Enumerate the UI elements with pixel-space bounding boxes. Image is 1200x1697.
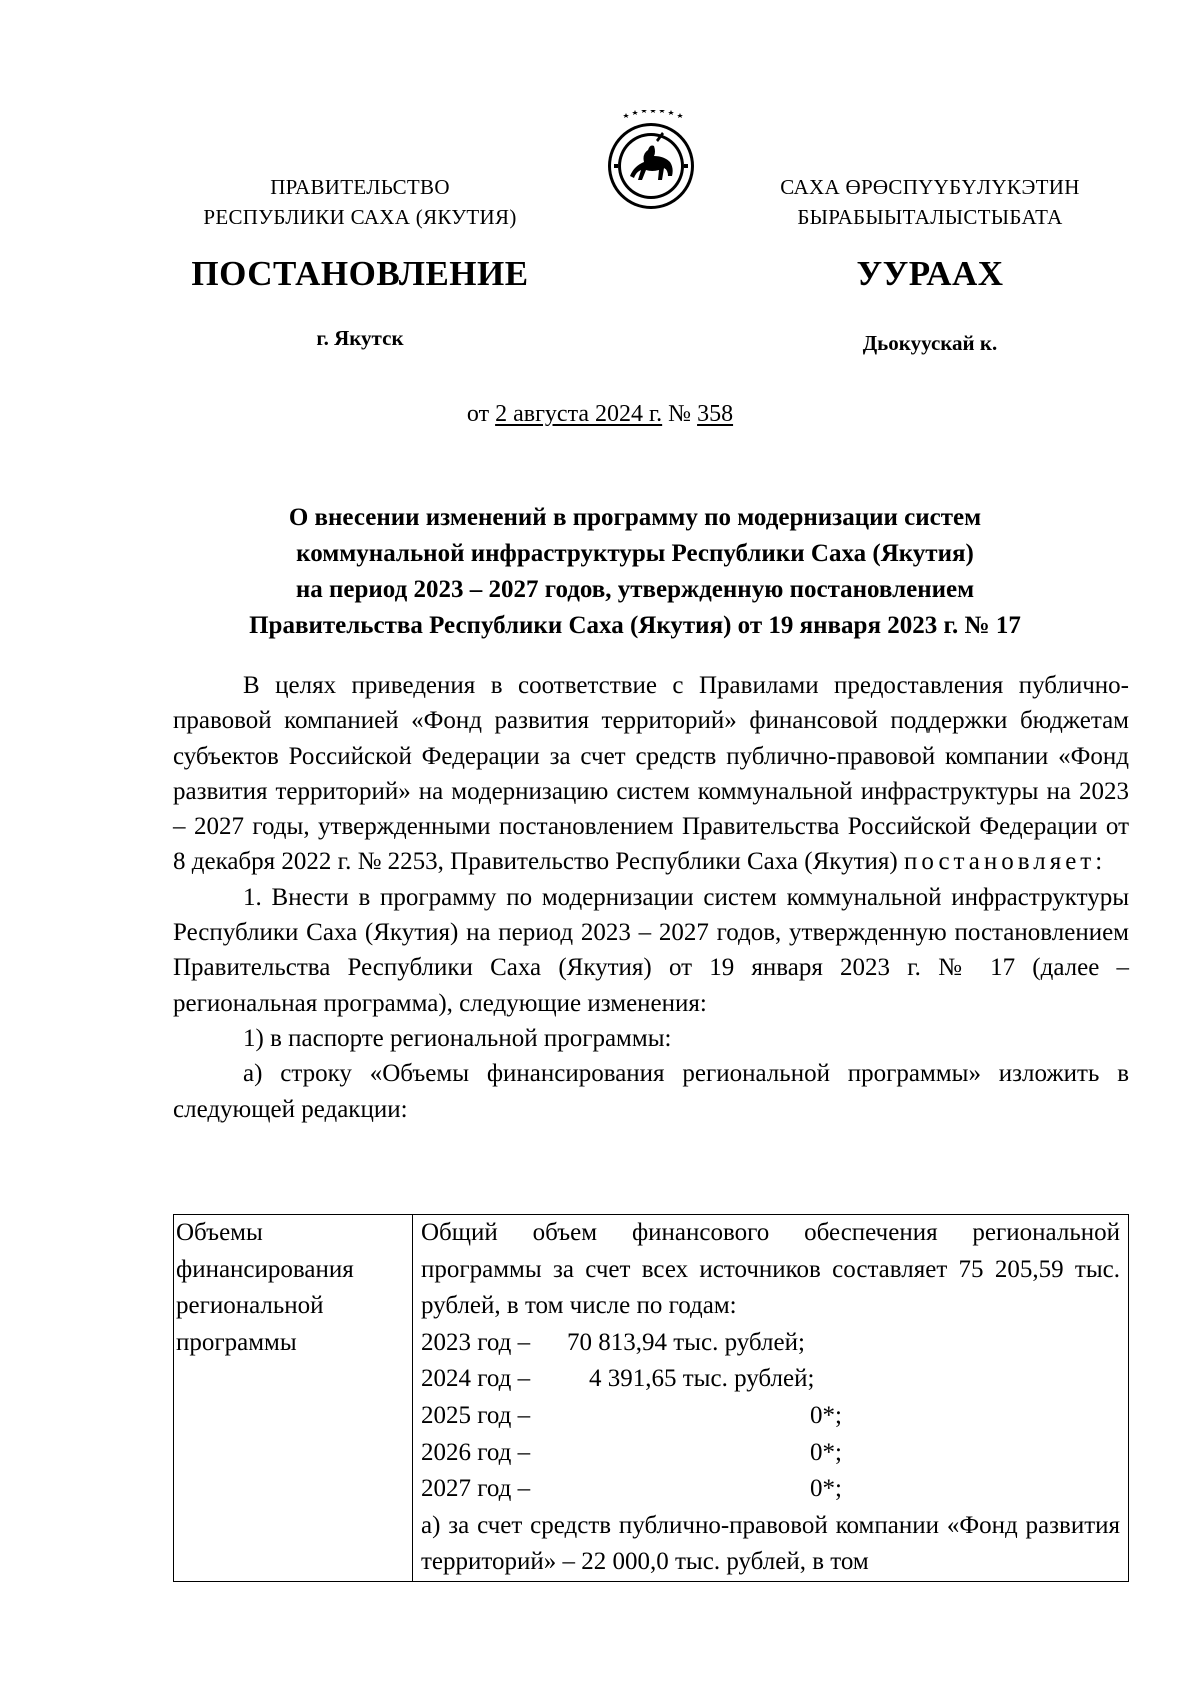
decree-number: 358 xyxy=(697,401,734,427)
year-label: 2025 год – xyxy=(421,1401,531,1429)
financing-label-cell: Объемы финансирования региональной программы xyxy=(174,1215,413,1582)
date-prefix: от xyxy=(466,401,490,427)
financing-table xyxy=(173,1214,1129,1582)
year-row xyxy=(421,1398,1120,1435)
year-label: 2024 год – xyxy=(421,1365,531,1393)
subject-line1: О внесении изменений в программу по модернизации систем xyxy=(288,504,982,531)
subject-line4: Правительства Республики Саха (Якутия) от 19 января 2023 г. № 17 xyxy=(249,612,1021,639)
year-amount: 70 813,94 тыс. рублей; xyxy=(567,1328,805,1356)
issuer-left-line1: ПРАВИТЕЛЬСТВО xyxy=(270,175,450,199)
issuer-left-line2: РЕСПУБЛИКИ САХА (ЯКУТИЯ) xyxy=(203,205,517,229)
subject-line3: на период 2023 – 2027 годов, утвержденную постановлением xyxy=(295,576,975,603)
paragraph-item-1: 1. Внести в программу по модернизации систем коммунальной инфраструктуры Республики Саха (Якутия) на период 2023 – 2027 годов, утвержденную постановлением Правительства Республики Саха (Якутия) от 19 января 2023 г. № 17 (далее – региональная программа), следующие изменения: xyxy=(173,883,1129,1017)
year-label: 2027 год – xyxy=(421,1475,531,1503)
year-row xyxy=(421,1471,1120,1508)
year-amount: 0*; xyxy=(810,1401,842,1429)
city-left: г. Якутск xyxy=(316,326,404,350)
table-row xyxy=(174,1215,1129,1582)
subject-line2: коммунальной инфраструктуры Республики Саха (Якутия) xyxy=(296,540,974,567)
year-amount: 0*; xyxy=(810,1438,842,1466)
preamble-text: В целях приведения в соответствие с Правилами предоставления публично-правовой компанией «Фонд развития территорий» финансовой поддержки бюджетам субъектов Российской Федерации за счет средств публично-правовой компании «Фонд развития территорий» на модернизацию систем коммунальной инфраструктуры на 2023 – 2027 годы, утвержденными постановлением Правительства Российской Федерации от 8 декабря 2022 г. № 2253, Правительство Республики Саха (Якутия) xyxy=(173,672,1129,876)
year-amount: 0*; xyxy=(810,1475,842,1503)
year-label: 2023 год – xyxy=(421,1328,531,1356)
issuer-right-line2: БЫРАБЫЫТАЛЫСТЫБАТА xyxy=(797,205,1063,229)
title-left: ПОСТАНОВЛЕНИЕ xyxy=(191,254,529,293)
financing-value-cell xyxy=(413,1215,1129,1582)
city-right: Дьокуускай к. xyxy=(862,331,998,355)
year-row xyxy=(421,1435,1120,1472)
year-row xyxy=(421,1325,1120,1362)
year-amount: 4 391,65 тыс. рублей; xyxy=(589,1365,815,1393)
number-sign: № xyxy=(668,401,692,427)
decree-date: 2 августа 2024 г. xyxy=(495,401,663,427)
year-label: 2026 год – xyxy=(421,1438,531,1466)
year-row xyxy=(421,1361,1120,1398)
paragraph-subitem-1: 1) в паспорте региональной программы: xyxy=(243,1024,672,1052)
resolves-word: постановляет: xyxy=(903,848,1107,876)
paragraph-subitem-a: а) строку «Объемы финансирования региональной программы» изложить в следующей редакции: xyxy=(173,1060,1129,1123)
title-right: УУРААХ xyxy=(856,254,1004,293)
fund-financing-text: а) за счет средств публично-правовой компании «Фонд развития территорий» – 22 000,0 тыс. рублей, в том xyxy=(421,1511,1120,1576)
issuer-right-line1: САХА ӨРӨСПҮҮБҮЛҮКЭТИН xyxy=(780,175,1080,199)
financing-intro: Общий объем финансового обеспечения региональной программы за счет всех источников составляет 75 205,59 тыс. рублей, в том числе по годам: xyxy=(421,1219,1120,1320)
